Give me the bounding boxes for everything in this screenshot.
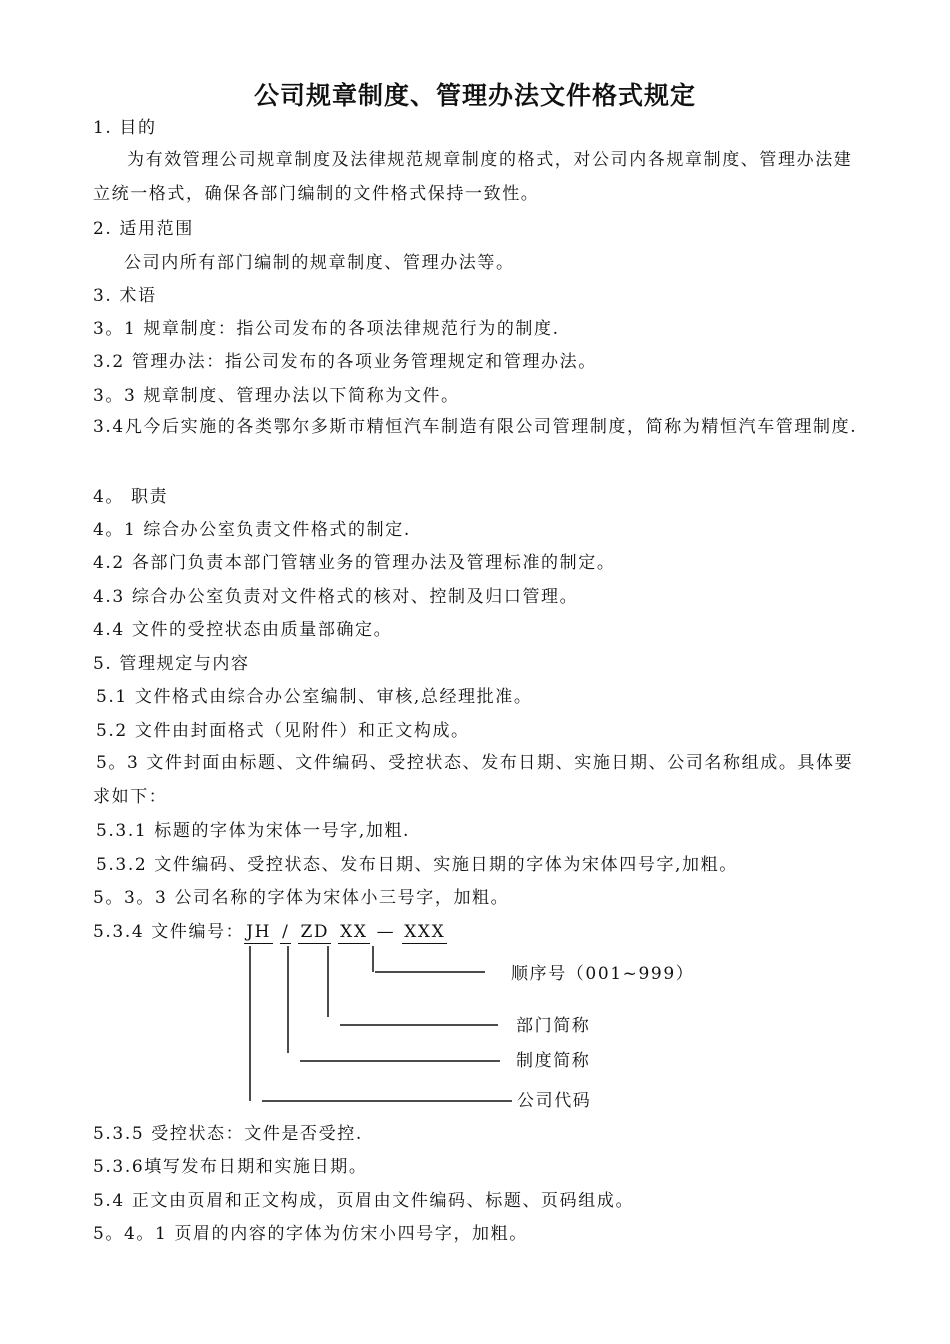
section-3-4: 3.4凡今后实施的各类鄂尔多斯市精恒汽车制造有限公司管理制度，简称为精恒汽车管理制度. — [93, 417, 858, 437]
label-department-abbr: 部门简称 — [516, 1016, 591, 1036]
section-2-heading: 2. 适用范围 — [93, 219, 194, 239]
code-format-label: 5.3.4 文件编号： — [93, 922, 245, 942]
code-sequence: XXX — [404, 922, 446, 942]
section-5-2: 5.2 文件由封面格式（见附件）和正文构成。 — [96, 721, 470, 741]
section-1-body: 为有效管理公司规章制度及法律规范规章制度的格式，对公司内各规章制度、管理办法建立统一格式，确保各部门编制的文件格式保持一致性。 — [93, 150, 853, 204]
code-dash: — — [376, 922, 396, 942]
section-5-heading: 5. 管理规定与内容 — [93, 654, 250, 674]
section-4-heading: 4。 职责 — [93, 487, 169, 507]
code-separator: / — [282, 922, 290, 942]
section-5-4: 5.4 正文由页眉和正文构成，页眉由文件编码、标题、页码组成。 — [93, 1191, 635, 1211]
label-system-abbr: 制度简称 — [516, 1051, 591, 1071]
section-5-3-6: 5.3.6填写发布日期和实施日期。 — [93, 1157, 368, 1177]
code-company: JH — [246, 922, 272, 942]
code-department: XX — [340, 922, 368, 942]
label-sequence-number: 顺序号（001~999） — [511, 964, 695, 984]
label-company-code: 公司代码 — [517, 1091, 592, 1111]
section-4-4: 4.4 文件的受控状态由质量部确定。 — [93, 620, 393, 640]
section-5-1: 5.1 文件格式由综合办公室编制、审核,总经理批准。 — [96, 687, 533, 707]
section-5-3-1: 5.3.1 标题的字体为宋体一号字,加粗. — [96, 821, 411, 841]
section-5-3-4 — [93, 922, 447, 944]
section-5-3-2: 5.3.2 文件编码、受控状态、发布日期、实施日期的字体为宋体四号字,加粗。 — [96, 855, 738, 875]
section-5-4-1: 5。4。1 页眉的内容的字体为仿宋小四号字，加粗。 — [93, 1224, 528, 1244]
code-system: ZD — [300, 922, 330, 942]
section-2-body: 公司内所有部门编制的规章制度、管理办法等。 — [124, 253, 515, 273]
section-3-heading: 3. 术语 — [93, 286, 157, 306]
section-5-3-3: 5。3。3 公司名称的字体为宋体小三号字，加粗。 — [93, 888, 510, 908]
section-5-3-5: 5.3.5 受控状态：文件是否受控. — [93, 1124, 363, 1144]
section-3-1: 3。1 规章制度：指公司发布的各项法律规范行为的制度. — [93, 319, 560, 339]
section-4-1: 4。1 综合办公室负责文件格式的制定. — [93, 520, 411, 540]
section-3-2: 3.2 管理办法：指公司发布的各项业务管理规定和管理办法。 — [93, 352, 597, 372]
section-1-heading: 1. 目的 — [93, 118, 157, 138]
section-5-3: 5。3 文件封面由标题、文件编码、受控状态、发布日期、实施日期、公司名称组成。具体要求如下： — [93, 753, 854, 807]
section-4-3: 4.3 综合办公室负责对文件格式的核对、控制及归口管理。 — [93, 587, 579, 607]
page-title: 公司规章制度、管理办法文件格式规定 — [253, 81, 696, 110]
section-3-3: 3。3 规章制度、管理办法以下简称为文件。 — [93, 386, 460, 406]
section-4-2: 4.2 各部门负责本部门管辖业务的管理办法及管理标准的制定。 — [93, 553, 616, 573]
